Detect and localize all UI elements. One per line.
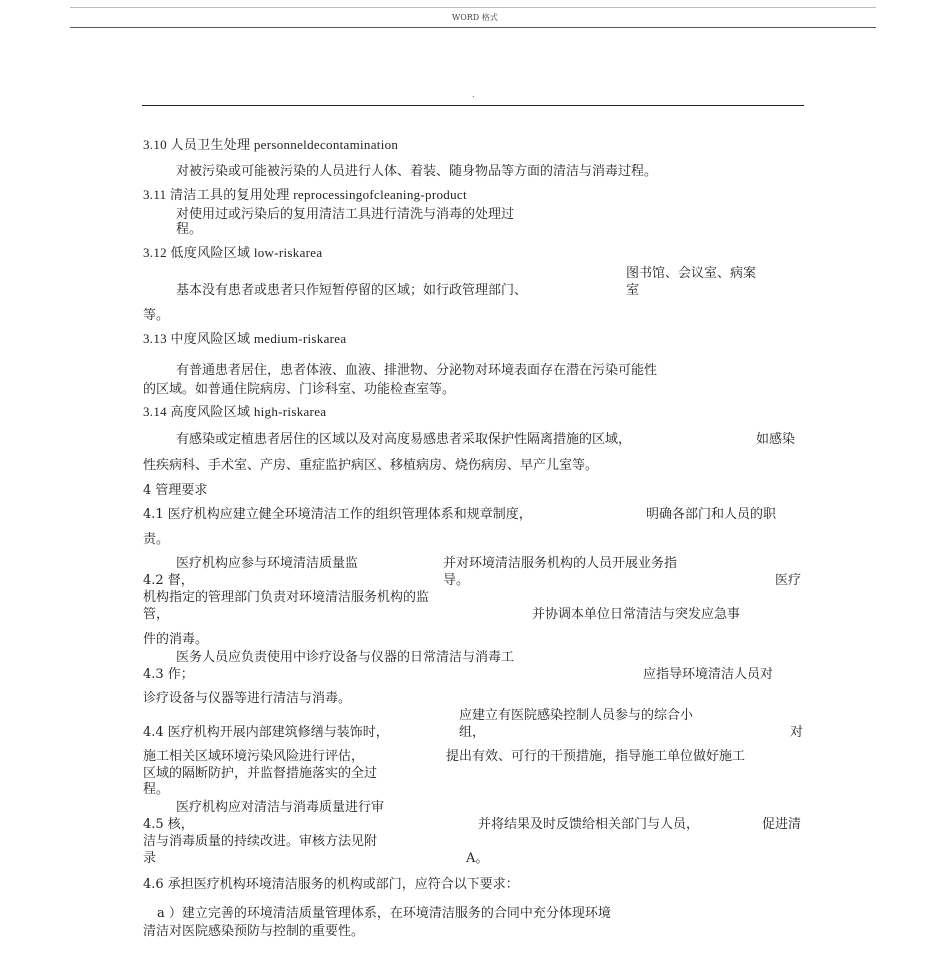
- header-title: WORD 格式: [452, 13, 498, 22]
- term-3-11-definition: 对使用过或污染后的复用清洁工具进行清洗与消毒的处理过: [176, 207, 515, 222]
- header-bottom-rule: [70, 27, 876, 28]
- item-4-3-line2-right: 应指导环境清洁人员对: [643, 667, 774, 682]
- item-4-5-line3: 洁与消毒质量的持续改进。审核方法见附: [143, 834, 378, 849]
- term-3-14-definition: 有感染或定植患者居住的区域以及对高度易感患者采取保护性隔离措施的区域，: [176, 432, 632, 447]
- item-4-2-line2-left: 4.2 督，: [143, 573, 194, 588]
- term-3-13-heading: 3.13 中度风险区域 medium-riskarea: [143, 331, 347, 346]
- item-4-6-a: a ）建立完善的环境清洁质量管理体系，在环境清洁服务的合同中充分体现环境: [157, 906, 611, 921]
- item-4-4-line1-mid: 应建立有医院感染控制人员参与的综合小: [459, 708, 694, 723]
- item-4-1-right: 明确各部门和人员的职: [646, 507, 777, 522]
- item-4-5-line2-left: 4.5 核，: [143, 817, 194, 832]
- item-4-2-line3: 机构指定的管理部门负责对环境清洁服务机构的监: [143, 590, 430, 605]
- term-3-12-definition-end: 等。: [143, 308, 170, 323]
- section-rule: [142, 105, 804, 106]
- item-4-3-end: 诊疗设备与仪器等进行清洁与消毒。: [143, 691, 352, 706]
- item-4-4-line3-mid: 提出有效、可行的干预措施，指导施工单位做好施工: [446, 749, 746, 764]
- term-3-11-heading: 3.11 清洁工具的复用处理 reprocessingofcleaning-product: [143, 187, 467, 202]
- item-4-4-line3-left: 施工相关区域环境污染风险进行评估，: [143, 749, 365, 764]
- term-3-10-definition: 对被污染或可能被污染的人员进行人体、着装、随身物品等方面的清洁与消毒过程。: [176, 164, 658, 179]
- item-4-4-line4: 区域的隔断防护，并监督措施落实的全过: [143, 766, 378, 781]
- term-3-12-heading: 3.12 低度风险区域 low-riskarea: [143, 245, 323, 260]
- section-4-heading: 4 管理要求: [143, 483, 208, 498]
- header-top-rule: [70, 7, 876, 8]
- item-4-1: 4.1 医疗机构应建立健全环境清洁工作的组织管理体系和规章制度，: [143, 507, 532, 522]
- section-dot: .: [472, 90, 475, 99]
- item-4-5-line2-mid: 并将结果及时反馈给相关部门与人员，: [478, 817, 700, 832]
- term-3-12-definition: 基本没有患者或患者只作短暂停留的区域；如行政管理部门、: [176, 283, 528, 298]
- item-4-4-line2-left: 4.4 医疗机构开展内部建筑修缮与装饰时，: [143, 725, 389, 740]
- term-3-14-right-text: 如感染: [756, 432, 796, 447]
- item-4-2-line2-right: 医疗: [775, 573, 802, 588]
- term-3-10-heading: 3.10 人员卫生处理 personneldecontamination: [143, 137, 399, 152]
- term-3-12-right-end: 室: [626, 283, 640, 298]
- item-4-2-line4-mid: 并协调本单位日常清洁与突发应急事: [532, 607, 741, 622]
- item-4-5-line1: 医疗机构应对清洁与消毒质量进行审: [176, 800, 385, 815]
- term-3-12-right-text: 图书馆、会议室、病案: [626, 266, 757, 281]
- item-4-3-line2-left: 4.3 作；: [143, 667, 194, 682]
- item-4-4-line2-right: 对: [790, 725, 804, 740]
- term-3-11-definition-end: 程。: [176, 222, 203, 237]
- item-4-6: 4.6 承担医疗机构环境清洁服务的机构或部门，应符合以下要求：: [143, 877, 519, 892]
- term-3-13-definition-end: 的区域。如普通住院病房、门诊科室、功能检查室等。: [143, 382, 456, 397]
- item-4-4-end: 程。: [143, 782, 170, 797]
- term-3-14-definition-end: 性疾病科、手术室、产房、重症监护病区、移植病房、烧伤病房、早产儿室等。: [143, 458, 599, 473]
- term-3-13-definition: 有普通患者居住，患者体液、血液、排泄物、分泌物对环境表面存在潜在污染可能性: [176, 363, 658, 378]
- item-4-6-a-end: 清洁对医院感染预防与控制的重要性。: [143, 924, 365, 939]
- item-4-5-line4-left: 录: [143, 851, 157, 866]
- item-4-1-end: 责。: [143, 532, 170, 547]
- item-4-2-line2-mid: 导。: [443, 573, 470, 588]
- item-4-2-line1-mid: 并对环境清洁服务机构的人员开展业务指: [443, 556, 678, 571]
- item-4-2-line1-left: 医疗机构应参与环境清洁质量监: [176, 556, 359, 571]
- item-4-4-line2-mid: 组，: [459, 725, 486, 740]
- item-4-2-end: 件的消毒。: [143, 632, 209, 647]
- item-4-3-line1: 医务人员应负责使用中诊疗设备与仪器的日常清洁与消毒工: [176, 650, 515, 665]
- item-4-5-line2-right: 促进清: [762, 817, 802, 832]
- item-4-5-line4-mid: A。: [466, 851, 489, 866]
- item-4-2-line4-left: 管，: [143, 607, 170, 622]
- term-3-14-heading: 3.14 高度风险区域 high-riskarea: [143, 404, 327, 419]
